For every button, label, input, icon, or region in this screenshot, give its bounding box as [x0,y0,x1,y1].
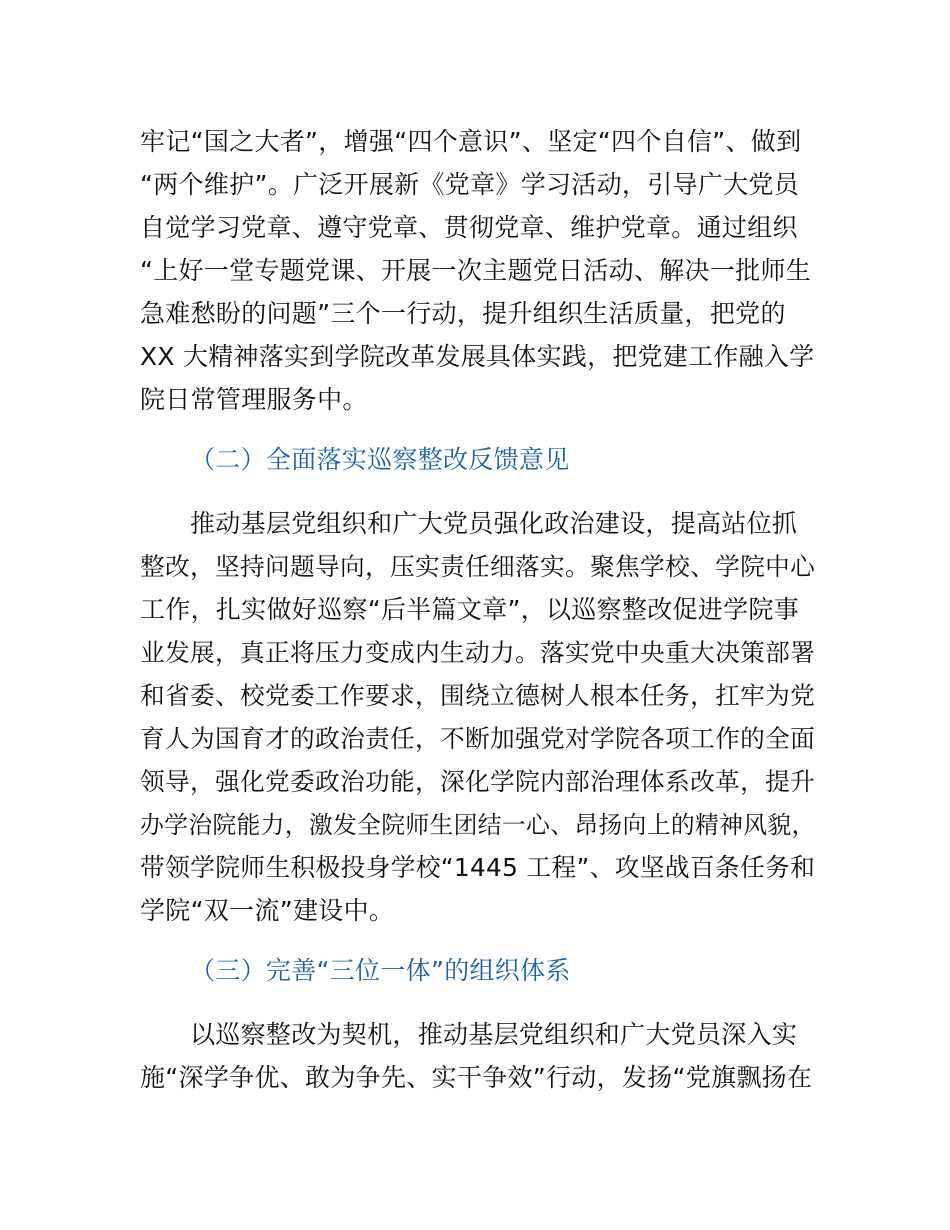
paragraph-line: 办学治院能力，激发全院师生团结一心、昂扬向上的精神风貌， [140,811,816,839]
paragraph-line: 工作，扎实做好巡察“后半篇文章”，以巡察整改促进学院事 [140,595,800,624]
paragraph-line: 学院“双一流”建设中。 [140,896,395,925]
paragraph-line: 院日常管理服务中。 [140,385,368,414]
section-heading: （三）完善“三位一体”的组织体系 [190,956,571,985]
section-heading: （二）全面落实巡察整改反馈意见 [190,445,570,474]
paragraph-line: 以巡察整改为契机，推动基层党组织和广大党员深入实 [190,1020,798,1049]
paragraph-line: 推动基层党组织和广大党员强化政治建设，提高站位抓 [190,509,798,538]
paragraph-line: 自觉学习党章、遵守党章、贯彻党章、维护党章。通过组织 [140,213,798,242]
paragraph-line: 业发展，真正将压力变成内生动力。落实党中央重大决策部署 [140,638,816,667]
paragraph-line: 施“深学争优、敢为争先、实干争效”行动，发扬“党旗飘扬在 [140,1063,813,1092]
paragraph-line: 牢记“国之大者”，增强“四个意识”、坚定“四个自信”、做到 [140,127,802,156]
paragraph-line: 急难愁盼的问题”三个一行动，提升组织生活质量，把党的 [140,299,786,328]
paragraph-line: 领导，强化党委政治功能，深化学院内部治理体系改革，提升 [140,767,816,796]
paragraph-line: “上好一堂专题党课、开展一次主题党日活动、解决一批师生 [140,256,812,285]
paragraph-line: 育人为国育才的政治责任，不断加强党对学院各项工作的全面 [140,724,816,753]
paragraph-line: 整改，坚持问题导向，压实责任细落实。聚焦学校、学院中心 [140,552,816,581]
paragraph-line: 带领学院师生积极投身学校“1445 工程”、攻坚战百条任务和 [140,853,816,882]
paragraph-line: “两个维护”。广泛开展新《党章》学习活动，引导广大党员 [140,170,800,199]
paragraph-line: XX 大精神落实到学院改革发展具体实践，把党建工作融入学 [140,342,815,371]
paragraph-line: 和省委、校党委工作要求，围绕立德树人根本任务，扛牢为党 [140,681,816,710]
